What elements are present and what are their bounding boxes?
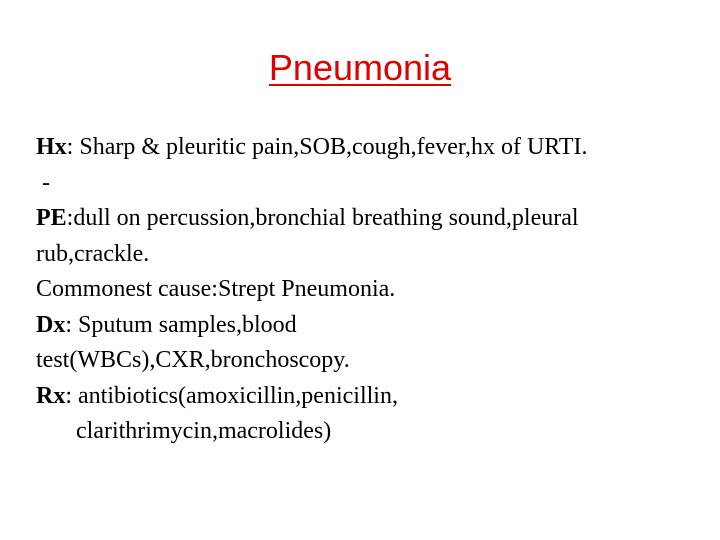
history-label: Hx (36, 134, 67, 160)
diagnosis-line (36, 308, 706, 344)
exam-text-continued: rub,crackle. (36, 240, 150, 267)
diagnosis-label: Dx (36, 311, 66, 338)
diagnosis-text: : Sputum samples,blood (65, 311, 297, 338)
treatment-label: Rx (36, 382, 66, 409)
diagnosis-line-continued (36, 343, 706, 379)
title-text: Pneumonia (268, 47, 452, 88)
treatment-text-continued: clarithrimycin,macrolides) (76, 418, 332, 444)
diagnosis-text-continued: test(WBCs),CXR,bronchoscopy. (36, 347, 350, 373)
exam-text: :dull on percussion,bronchial breathing sound,pleural (66, 205, 579, 231)
exam-label: PE (36, 205, 67, 231)
treatment-line-continued (36, 414, 706, 450)
exam-line (36, 201, 706, 237)
treatment-line (36, 379, 706, 415)
dash-text: - (42, 169, 50, 196)
history-line (36, 130, 706, 166)
history-text: : Sharp & pleuritic pain,SOB,cough,fever,hx of URTI. (66, 134, 588, 160)
treatment-text: : antibiotics(amoxicillin,penicillin, (65, 382, 398, 409)
slide-title (0, 44, 720, 92)
exam-line-continued (36, 237, 706, 273)
cause-text: Commonest cause:Strept Pneumonia. (36, 276, 396, 302)
dash-line (36, 166, 706, 202)
slide-body (36, 130, 706, 450)
cause-line (36, 272, 706, 308)
